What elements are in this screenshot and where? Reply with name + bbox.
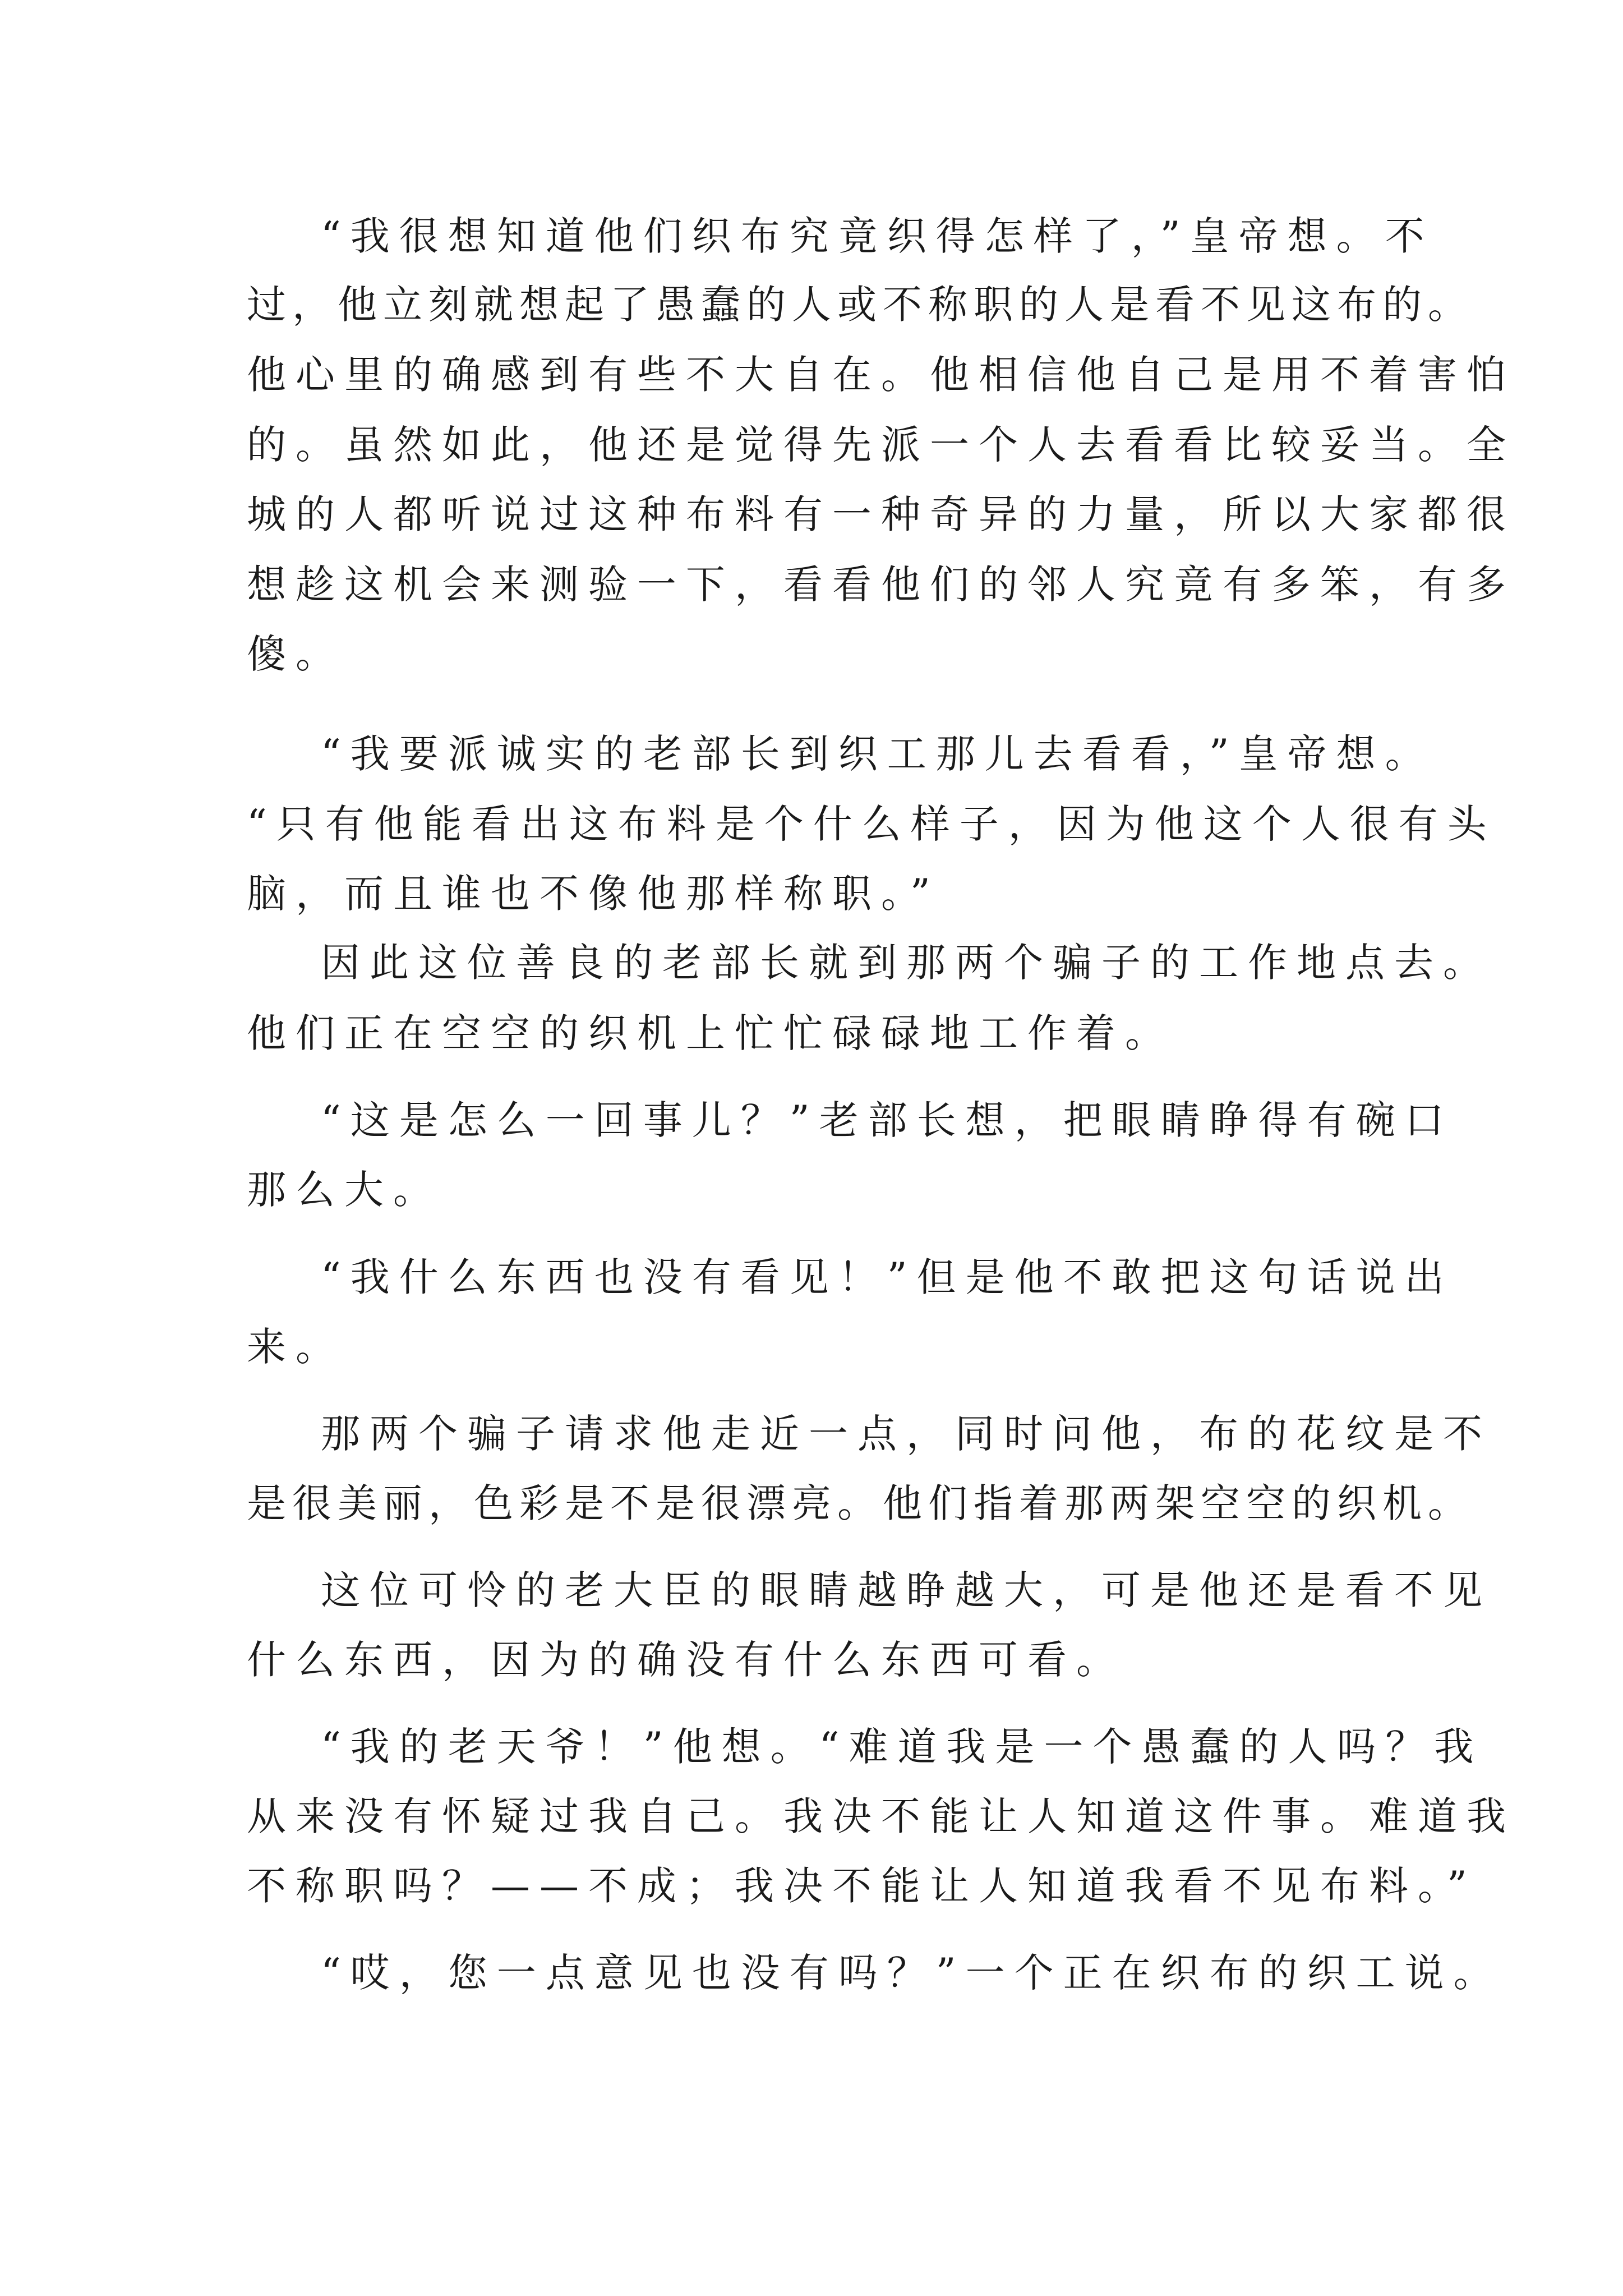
text-line: 来。 xyxy=(247,1324,344,1370)
text-line: 什么东西，因为的确没有什么东西可看。 xyxy=(247,1637,1125,1683)
text-line: 想趁这机会来测验一下，看看他们的邻人究竟有多笨，有多 xyxy=(247,562,1515,608)
text-line: “只有他能看出这布料是个什么样子，因为他这个人很有头 xyxy=(247,801,1496,847)
text-line: 这位可怜的老大臣的眼睛越睁越大，可是他还是看不见 xyxy=(321,1567,1492,1613)
text-line: “我要派诚实的老部长到织工那儿去看看，”皇帝想。 xyxy=(321,731,1434,777)
text-line: 城的人都听说过这种布料有一种奇异的力量，所以大家都很 xyxy=(247,491,1515,537)
text-line: 不称职吗？——不成；我决不能让人知道我看不见布料。” xyxy=(247,1863,1477,1909)
text-line: 从来没有怀疑过我自己。我决不能让人知道这件事。难道我 xyxy=(247,1793,1515,1839)
text-line: “哎，您一点意见也没有吗？”一个正在织布的织工说。 xyxy=(321,1950,1502,1996)
text-line: 那两个骗子请求他走近一点，同时问他，布的花纹是不 xyxy=(321,1411,1492,1457)
text-line: 傻。 xyxy=(247,631,344,677)
text-line: 他心里的确感到有些不大自在。他相信他自己是用不着害怕 xyxy=(247,352,1515,398)
text-line: 因此这位善良的老部长就到那两个骗子的工作地点去。 xyxy=(321,940,1492,986)
text-line: 那么大。 xyxy=(247,1167,442,1213)
text-line: 脑，而且谁也不像他那样称职。” xyxy=(247,871,940,917)
text-line: “我什么东西也没有看见！”但是他不敢把这句话说出 xyxy=(321,1254,1454,1300)
text-line: 是很美丽，色彩是不是很漂亮。他们指着那两架空空的织机。 xyxy=(247,1480,1473,1526)
text-line: 他们正在空空的织机上忙忙碌碌地工作着。 xyxy=(247,1010,1174,1056)
text-line: “我的老天爷！”他想。“难道我是一个愚蠢的人吗？我 xyxy=(321,1724,1483,1770)
text-line: “这是怎么一回事儿？”老部长想，把眼睛睁得有碗口 xyxy=(321,1097,1454,1143)
text-line: 的。虽然如此，他还是觉得先派一个人去看看比较妥当。全 xyxy=(247,422,1515,468)
text-line: 过，他立刻就想起了愚蠢的人或不称职的人是看不见这布的。 xyxy=(247,282,1473,328)
text-line: “我很想知道他们织布究竟织得怎样了，”皇帝想。不 xyxy=(321,213,1434,259)
